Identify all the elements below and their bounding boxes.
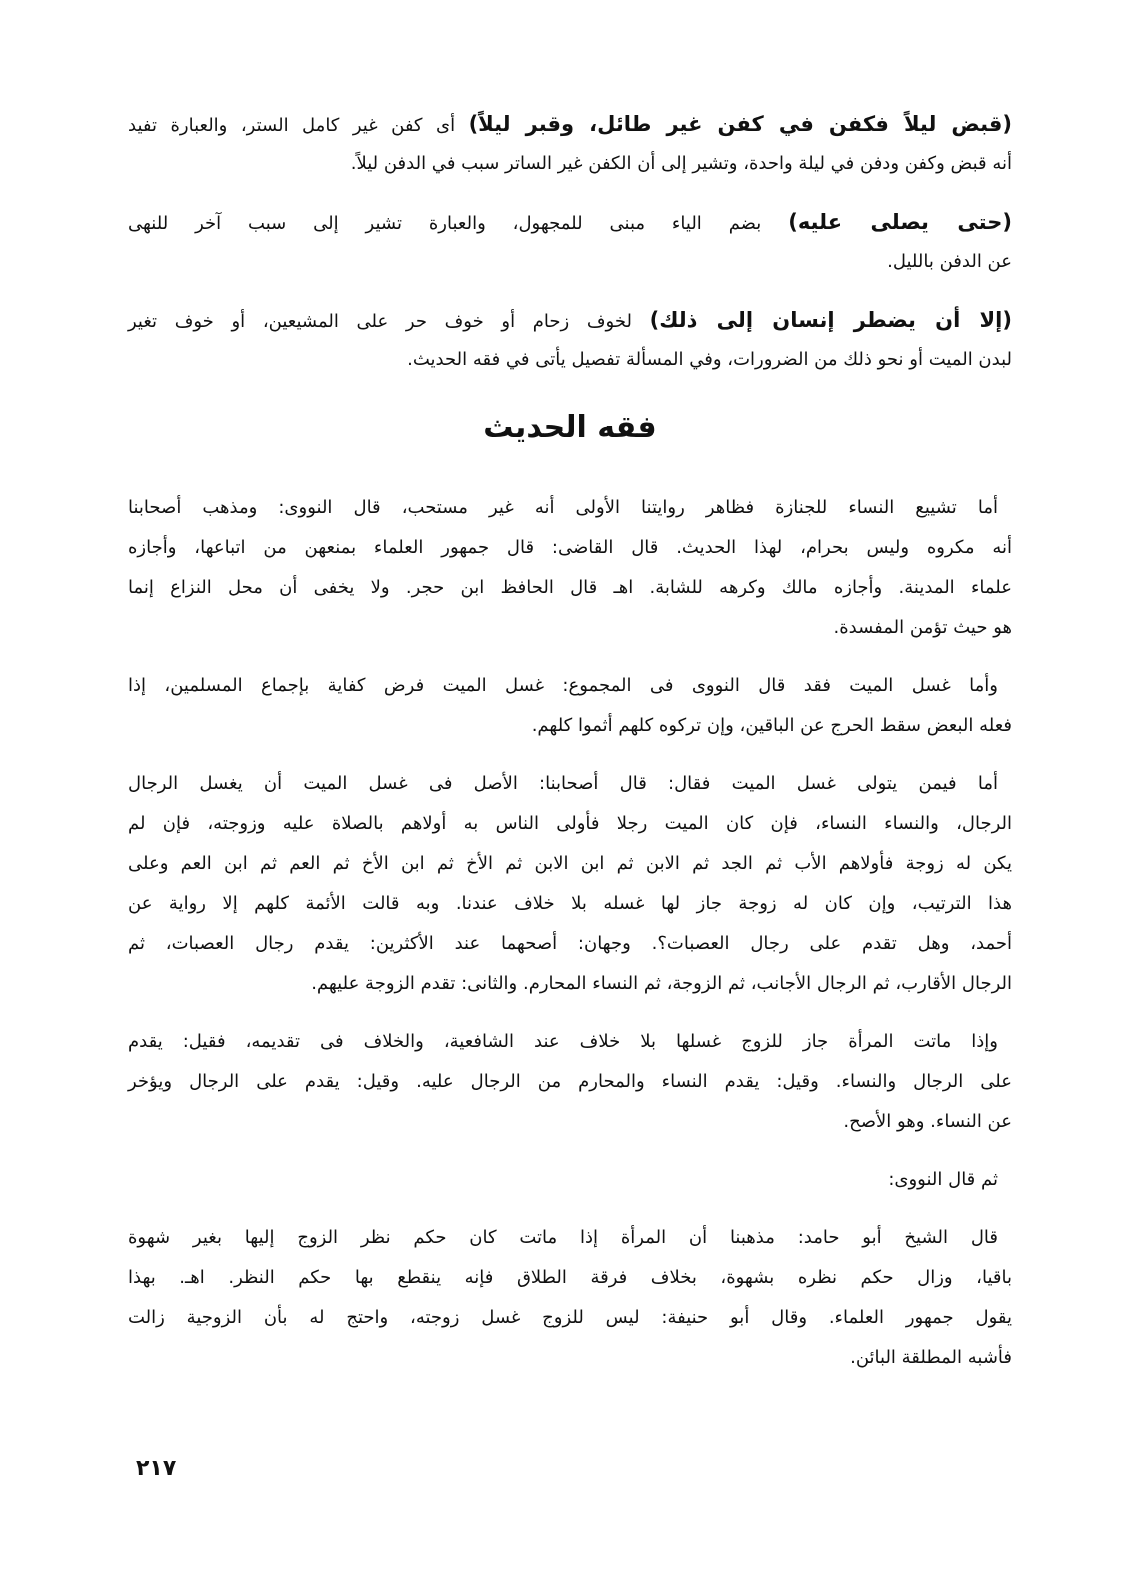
text-line: الرجال الأقارب، ثم الرجال الأجانب، ثم الزوجة، ثم النساء المحارم. والثانى: تقدم الزوجة عليهم.	[311, 973, 1012, 994]
text-line: وأما غسل الميت فقد قال النووى فى المجموع: غسل الميت فرض كفاية بإجماع المسلمين، إذا	[128, 675, 998, 696]
page-number: ٢١٧	[136, 1456, 177, 1481]
text-line: علماء المدينة. وأجازه مالك وكرهه للشابة. اهـ قال الحافظ ابن حجر. ولا يخفى أن محل النزاع إنما	[128, 577, 1012, 598]
paragraph	[128, 1160, 1012, 1200]
quoted-phrase: (قبض ليلاً فكفن في كفن غير طائل، وقبر ليلاً)	[468, 112, 1012, 136]
text-line: أنه قبض وكفن ودفن في ليلة واحدة، وتشير إلى أن الكفن غير الساتر سبب في الدفن ليلاً.	[350, 153, 1012, 174]
text-line: أحمد، وهل تقدم على رجال العصبات؟. وجهان: أصحهما عند الأكثرين: يقدم رجال العصبات، ثم	[128, 933, 1012, 954]
text-line: الرجال، والنساء النساء، فإن كان الميت رجلا فأولى الناس به أولاهم بالصلاة عليه وزوجته، فإن لم	[128, 813, 1012, 834]
book-page	[128, 104, 1012, 1396]
section-heading: فقه الحديث	[483, 410, 657, 445]
text-line: عن النساء. وهو الأصح.	[843, 1111, 1012, 1132]
text-line: قال الشيخ أبو حامد: مذهبنا أن المرأة إذا ماتت كان حكم نظر الزوج إليها بغير شهوة	[128, 1227, 998, 1248]
text-line: باقيا، وزال حكم نظره بشهوة، بخلاف فرقة الطلاق فإنه ينقطع بها حكم النظر. اهـ. بهذا	[128, 1267, 1012, 1288]
commentary-1	[128, 104, 1012, 184]
quoted-phrase: (حتى يصلى عليه)	[788, 210, 1012, 234]
text-line: فعله البعض سقط الحرج عن الباقين، وإن تركوه كلهم أثموا كلهم.	[531, 715, 1012, 736]
text-line: ثم قال النووى:	[888, 1169, 998, 1190]
commentary-3	[128, 300, 1012, 380]
text-line: فأشبه المطلقة البائن.	[850, 1347, 1012, 1368]
text-span: بضم الياء مبنى للمجهول، والعبارة تشير إلى سبب آخر للنهى	[128, 213, 762, 234]
text-line: وإذا ماتت المرأة جاز للزوج غسلها بلا خلاف عند الشافعية، والخلاف فى تقديمه، فقيل: يقدم	[128, 1031, 998, 1052]
text-span: أى كفن غير كامل الستر، والعبارة تفيد	[128, 115, 456, 136]
text-line	[128, 300, 1012, 340]
paragraph	[128, 488, 1012, 648]
text-span: لخوف زحام أو خوف حر على المشيعين، أو خوف تغير	[128, 311, 632, 332]
text-line: هذا الترتيب، وإن كان له زوجة جاز لها غسله بلا خلاف عندنا. وبه قالت الأئمة كلهم إلا رواية عن	[128, 893, 1012, 914]
body-paragraphs	[128, 488, 1012, 1378]
text-line	[128, 104, 1012, 144]
paragraph	[128, 666, 1012, 746]
text-line: لبدن الميت أو نحو ذلك من الضرورات، وفي المسألة تفصيل يأتى في فقه الحديث.	[407, 349, 1012, 370]
paragraph	[128, 1218, 1012, 1378]
text-line: عن الدفن بالليل.	[887, 251, 1012, 272]
text-line: على الرجال والنساء. وقيل: يقدم النساء والمحارم من الرجال عليه. وقيل: يقدم على الرجال ويؤخر	[128, 1071, 1012, 1092]
text-line	[128, 202, 1012, 242]
commentary-2	[128, 202, 1012, 282]
paragraph	[128, 764, 1012, 1004]
text-line: أنه مكروه وليس بحرام، لهذا الحديث. قال القاضى: قال جمهور العلماء بمنعهن من اتباعها، وأجازه	[128, 537, 1012, 558]
quoted-phrase: (إلا أن يضطر إنسان إلى ذلك)	[649, 308, 1012, 332]
text-line: يقول جمهور العلماء. وقال أبو حنيفة: ليس للزوج غسل زوجته، واحتج له بأن الزوجية زالت	[128, 1307, 1012, 1328]
text-line: يكن له زوجة فأولاهم الأب ثم الجد ثم الابن ثم ابن الابن ثم الأخ ثم ابن الأخ ثم العم ثم ابن العم وعلى	[128, 853, 1012, 874]
text-line: هو حيث تؤمن المفسدة.	[833, 617, 1012, 638]
paragraph	[128, 1022, 1012, 1142]
text-line: أما فيمن يتولى غسل الميت فقال: قال أصحابنا: الأصل فى غسل الميت أن يغسل الرجال	[128, 773, 998, 794]
text-line: أما تشييع النساء للجنازة فظاهر روايتنا الأولى أنه غير مستحب، قال النووى: ومذهب أصحابنا	[128, 497, 998, 518]
